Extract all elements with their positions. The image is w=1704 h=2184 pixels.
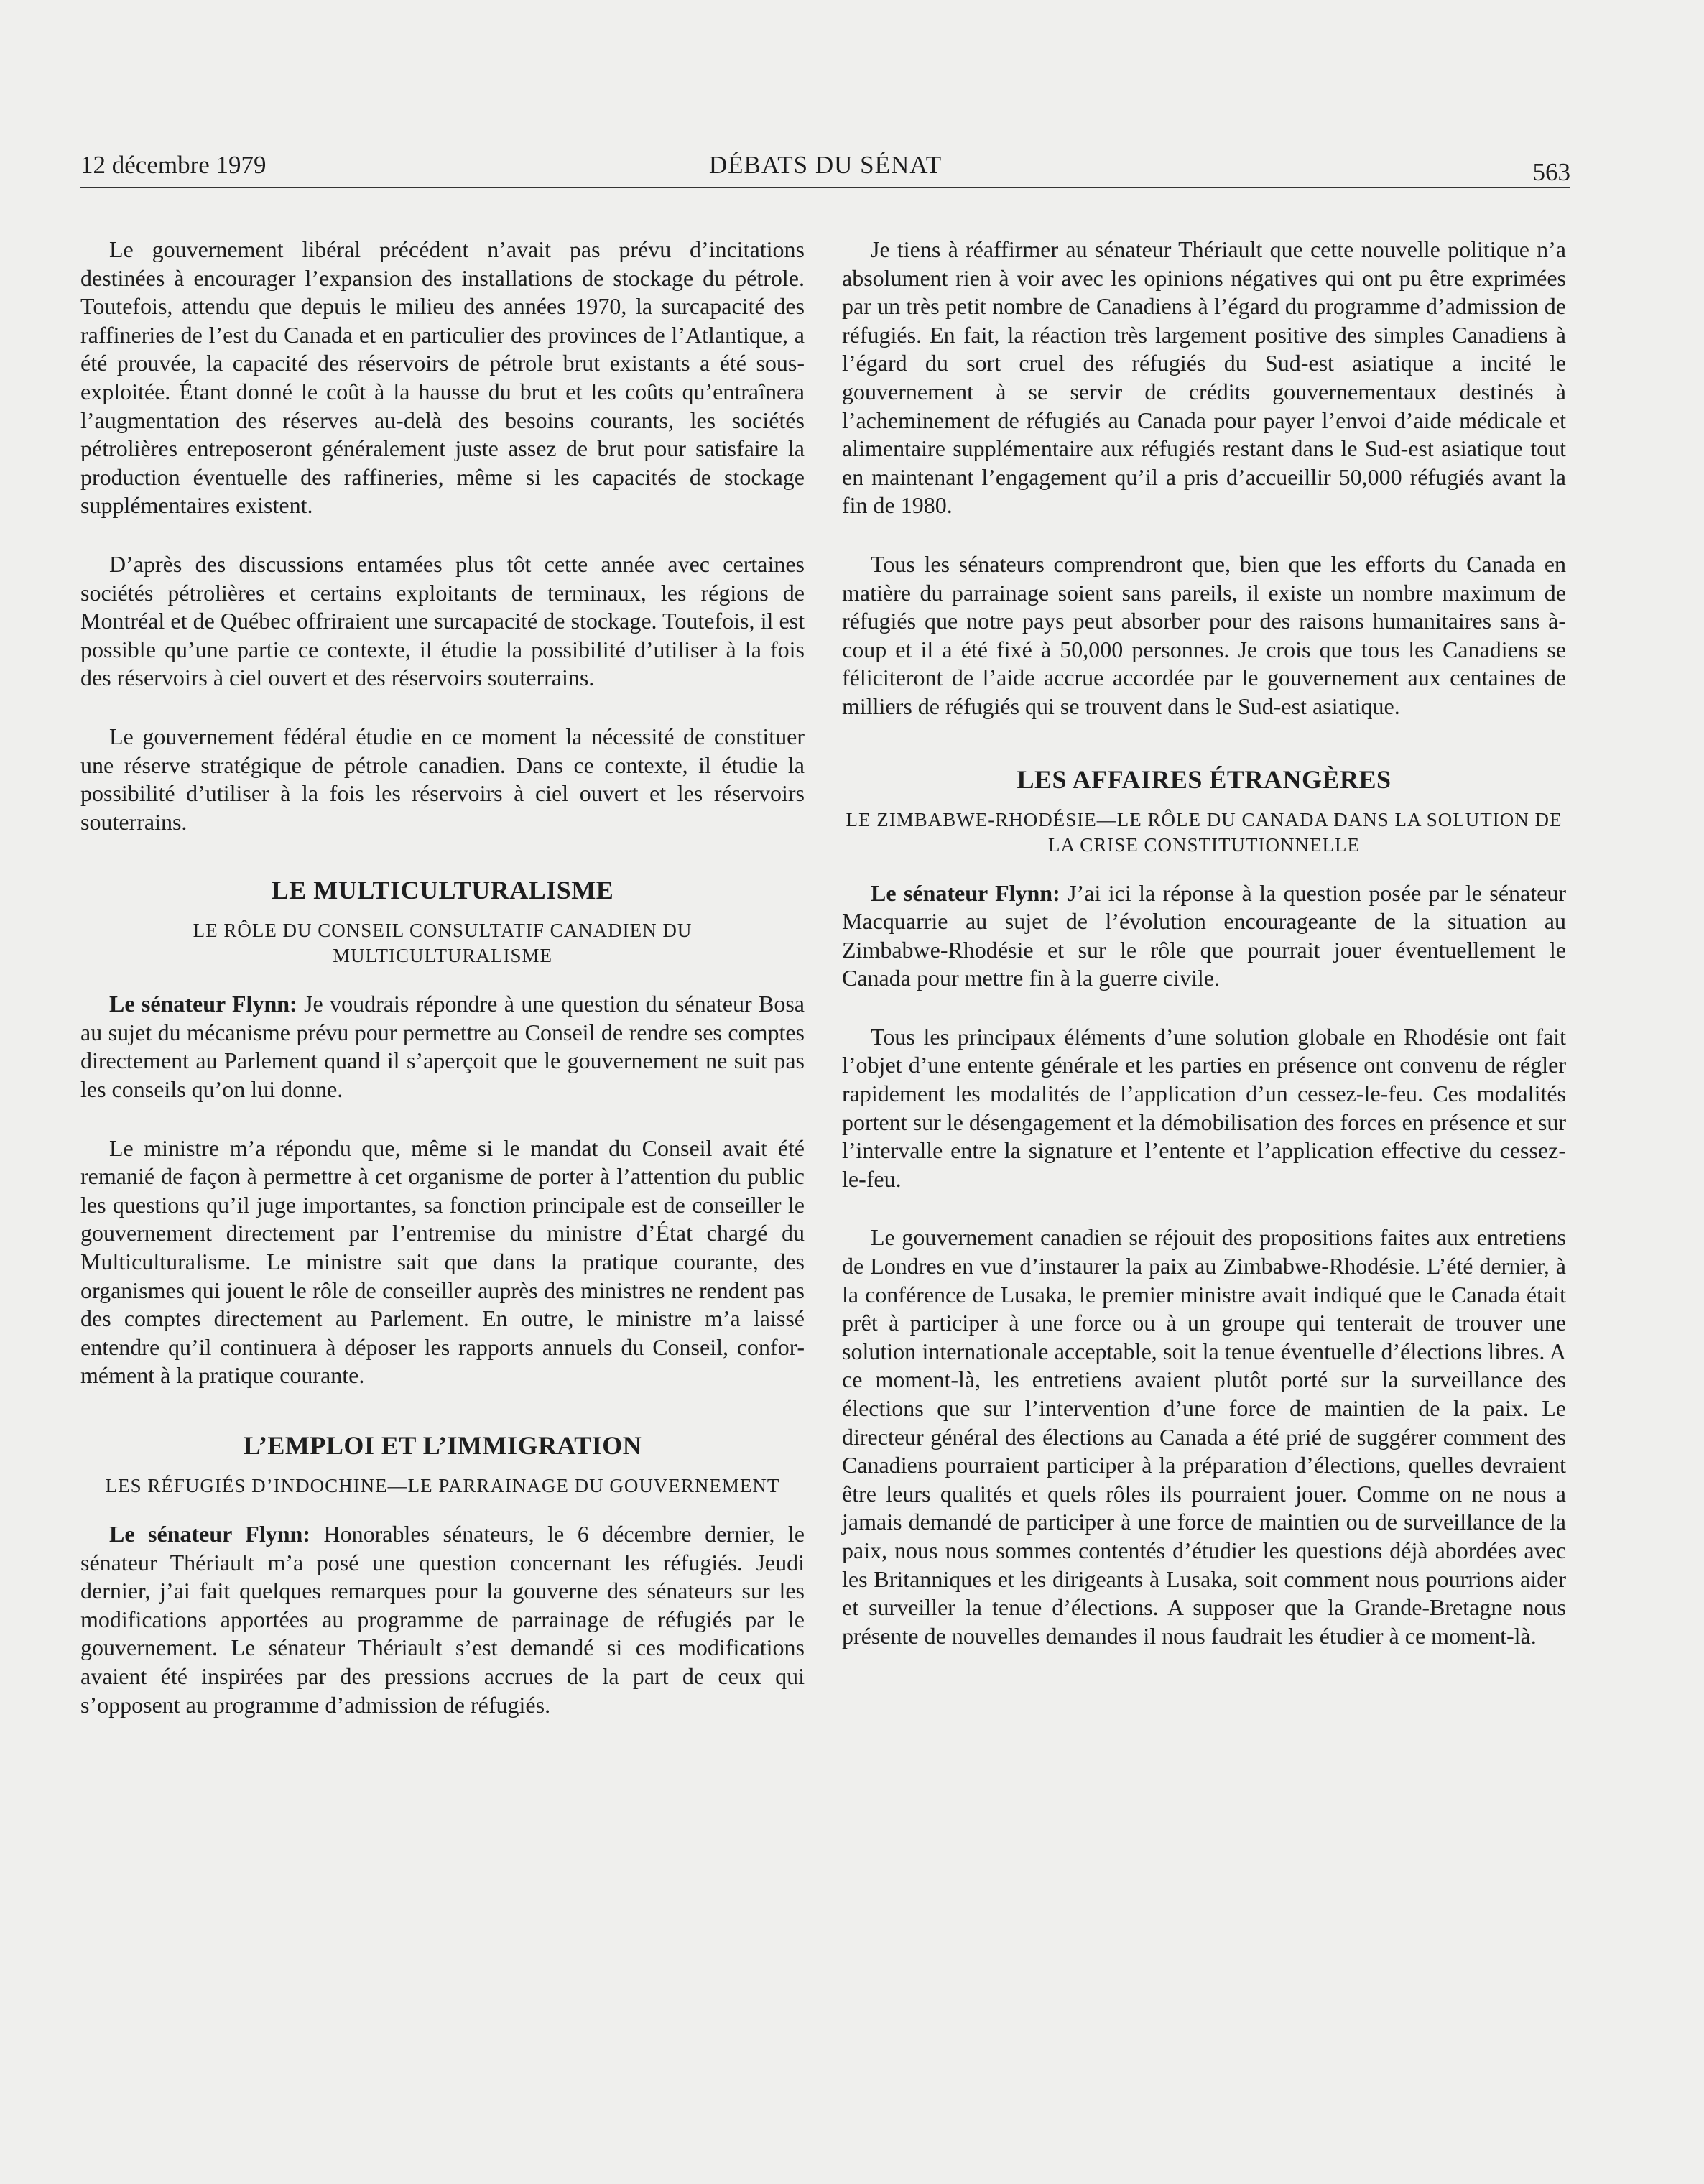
section-subheading: LES RÉFUGIÉS D’INDOCHINE—LE PARRAINAGE DU GOUVERNEMENT — [105, 1475, 780, 1496]
left-column — [80, 236, 805, 1749]
paragraph: Le gouvernement canadien se réjouit des propositions faites aux entretiens de Londres en vue d’instaurer la paix au Zimbabwe-Rhodésie. L’été dernier, à la conférence de Lusaka, le premier ministre avait indiqué que le Canada était prêt à participer à une force ou à un groupe qui tenterait de trouver une solution internationale acceptable, soit la tenue éventuelle d’élections libres. A ce moment-là, les entretiens avaient plutôt porté sur la surveillance des élections que sur l’intervention d’une force de maintien de la paix. Le directeur général des élections au Canada a été prié de suggérer comment des Canadiens pourraient participer à la préparation d’élections, quelles devraient être leurs qualités et quels rôles ils pourraient jouer. Comme on ne nous a jamais demandé de participer à une force de maintien ou de surveillance de la paix, nous nous sommes contentés d’étudier les questions déjà abordées avec les Britanniques et les dirigeants à Lusaka, soit comment nous pourrions aider et surveiller la tenue d’élections. A supposer que la Grande-Bretagne nous présente de nouvelles demandes il nous faudrait les étudier à ce moment-là. — [842, 1224, 1566, 1649]
speech-text: Honorables sénateurs, le 6 décembre dernier, le sénateur Thériault m’a posé une question concernant les réfugiés. Jeudi dernier, j’ai fait quelques remarques pour la gouverne des sénateurs sur les modifications apportées au programme de parrainage de réfugiés par le gouvernement. Le sénateur Thériault s’est demandé si ces modifications avaient été inspirées par des pressions accrues de la part de ceux qui s’opposent au programme d’admission de réfugiés. — [80, 1521, 805, 1718]
paragraph: Tous les sénateurs comprendront que, bien que les efforts du Canada en matière du parrainage soient sans pareils, il existe un nombre maximum de réfugiés que notre pays peut absorber pour des raisons humanitaires sans à-coup et il a été fixé à 50,000 personnes. Je crois que tous les Canadiens se féliciteront de l’aide accrue accordée par le gouvernement aux centaines de milliers de réfugiés qui se trouvent dans le Sud-est asiatique. — [842, 550, 1566, 719]
section-heading: LES AFFAIRES ÉTRANGÈRES — [1017, 764, 1392, 794]
speaker-name: Le sénateur Flynn: — [871, 879, 1060, 906]
paragraph: D’après des discussions entamées plus tôt cette année avec certaines sociétés pétrolières et certains exploitants de terminaux, les régions de Montréal et de Québec offriraient une surcapacité de stockage. Toutefois, il est possible qu’une partie ce contexte, il étudie la possibilité d’utiliser à la fois des réservoirs à ciel ouvert et des réservoirs souterrains. — [80, 550, 805, 691]
paragraph: Le gouvernement fédéral étudie en ce moment la nécessité de constituer une réserve stratégique de pétrole canadien. Dans ce contexte, il étudie la possibilité d’utiliser à la fois les réservoirs à ciel ouvert et les réservoirs souterrains. — [80, 723, 805, 835]
paragraph: Le ministre m’a répondu que, même si le mandat du Conseil avait été remanié de façon à permettre à cet organisme de porter à l’attention du public les questions qu’il juge importantes, sa fonction principale est de conseiller le gouvernement directement par l’entremise du ministre d’État chargé du Multiculturalisme. Le ministre sait que dans la pratique courante, des organismes qui jouent le rôle de conseiller auprès des ministres ne rendent pas des comptes directement au Parlement. En outre, le ministre m’a laissé entendre qu’il continuera à déposer les rapports annuels du Conseil, conformément à la pratique courante. — [80, 1134, 805, 1389]
paragraph: Tous les principaux éléments d’une solution globale en Rhodésie ont fait l’objet d’une entente générale et les parties en présence ont convenu de régler rapidement les modalités de l’application d’un cessez-le-feu. Ces modalités portent sur le désengagement et la démobilisation des forces en présence et sur l’intervalle entre la signature et l’entente et l’application effective du cessez-le-feu. — [842, 1023, 1566, 1192]
page-number: 563 — [1532, 158, 1570, 186]
paragraph: Le gouvernement libéral précédent n’avait pas prévu d’incitations destinées à encourager l’expansion des installations de stockage du pétrole. Toutefois, attendu que depuis le milieu des années 1970, la surcapacité des raffineries de l’est du Canada et en particulier des provinces de l’Atlantique, a été prouvée, la capacité des réservoirs de pétrole brut existants a été sous-exploitée. Étant donné le coût à la hausse du brut et les coûts qu’entraînera l’augmentation des réserves au-delà des besoins courants, les sociétés pétrolières entreposeront généralement juste assez de brut pour satisfaire la production éventuelle des raffineries, même si les capacités de stockage supplémentaires existent. — [80, 236, 805, 519]
speech-text: J’ai ici la réponse à la question posée par le sénateur Macquarrie au sujet de l’évolution encourageante de la situation au Zimbabwe-Rhodésie et sur le rôle que pourrait jouer éventuellement le Canada pour mettre fin à la guerre civile. — [842, 879, 1566, 991]
speaker-name: Le sénateur Flynn: — [109, 991, 297, 1017]
section-heading: LE MULTICULTURALISME — [271, 876, 614, 905]
section-subheading: LE ZIMBABWE-RHODÉSIE—LE RÔLE DU CANADA DANS LA SOLUTION DE LA CRISE CONSTITUTIONNELLE — [846, 808, 1562, 856]
header-title: DÉBATS DU SÉNAT — [708, 151, 943, 179]
paragraph — [80, 1520, 805, 1719]
right-column — [842, 236, 1566, 1680]
speech-text: Je voudrais répondre à une question du sénateur Bosa au sujet du mécanisme prévu pour permettre au Conseil de rendre ses comptes directement au Parlement quand il s’aperçoit que le gouvernement ne suit pas les conseils qu’on lui donne. — [80, 991, 805, 1103]
paragraph — [842, 879, 1566, 993]
running-head — [80, 144, 1570, 188]
section-heading: L’EMPLOI ET L’IMMIGRATION — [243, 1431, 642, 1460]
paragraph — [80, 990, 805, 1103]
speaker-name: Le sénateur Flynn: — [109, 1521, 310, 1547]
header-date: 12 décembre 1979 — [80, 151, 267, 179]
paragraph: Je tiens à réaffirmer au sénateur Thériault que cette nouvelle politique n’a absolument rien à voir avec les opinions négatives qui ont pu être exprimées par un très petit nombre de Canadiens à l’égard du programme d’admission de réfugiés. En fait, la réaction très largement positive des simples Canadiens à l’égard du sort cruel des réfugiés du Sud-est asiatique a incité le gouvernement à se servir de crédits gouvernementaux destinés à l’acheminement de réfugiés au Canada pour payer l’envoi d’aide médicale et alimentaire supplémentaire aux réfugiés restant dans le Sud-est asiatique tout en maintenant l’engagement qu’il a pris d’accueillir 50,000 réfugiés avant la fin de 1980. — [842, 236, 1566, 519]
section-subheading: LE RÔLE DU CONSEIL CONSULTATIF CANADIEN DU MULTICULTURALISME — [193, 920, 693, 967]
